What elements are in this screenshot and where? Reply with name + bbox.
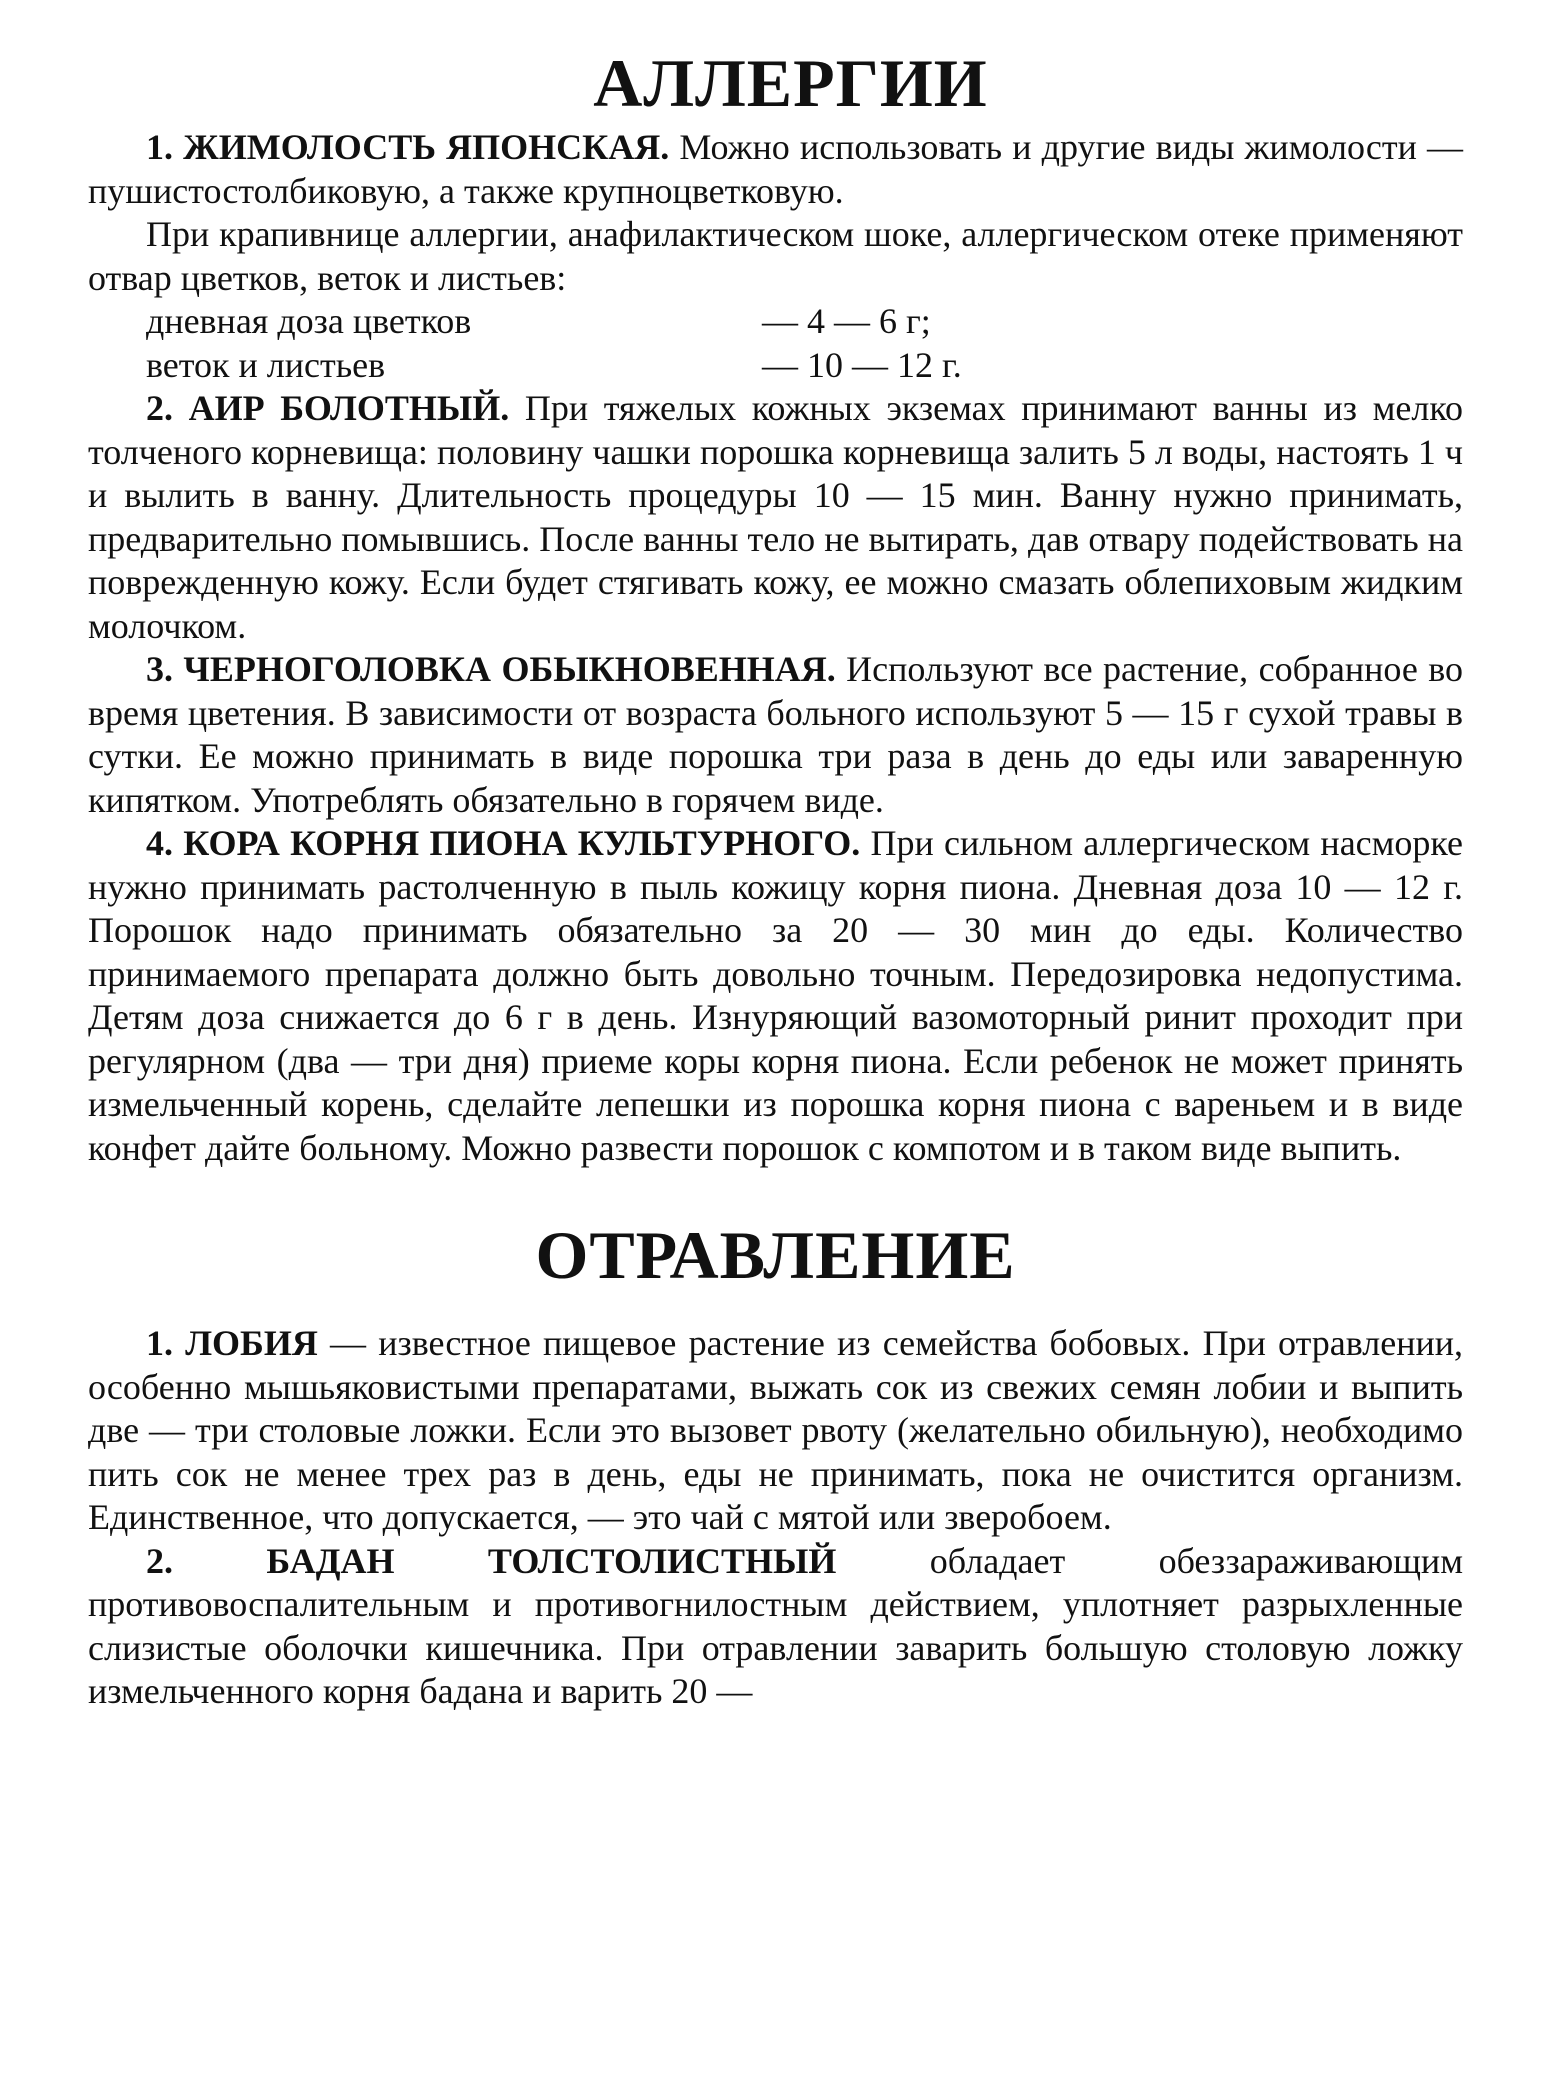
paragraph-peony xyxy=(88,822,1463,1170)
dose-table xyxy=(88,300,1463,387)
item-text: обладает обеззараживающим противовоспалительным и противогнилостным действием, уплотняет разрыхленные слизистые оболочки кишечника. При отравлении заварить большую столовую ложку измельченного корня бадана и варить 20 — xyxy=(88,1540,1463,1711)
paragraph-honeysuckle xyxy=(88,126,1463,213)
paragraph-selfheal xyxy=(88,648,1463,822)
heading-poisoning: ОТРАВЛЕНИЕ xyxy=(535,1217,1016,1293)
item-title: 1. ЖИМОЛОСТЬ ЯПОНСКАЯ. xyxy=(146,127,670,167)
item-title: 1. ЛОБИЯ xyxy=(146,1323,318,1363)
paragraph-calamus xyxy=(88,387,1463,648)
item-title: 2. АИР БОЛОТНЫЙ. xyxy=(146,388,510,428)
item-text: При тяжелых кожных экземах принимают ванны из мелко толченого корневища: половину чашки порошка корневища залить 5 л воды, настоять 1 ч и вылить в ванну. Длительность процедуры 10 — 15 мин. Ванну нужно принимать, предварительно помывшись. После ванны тело не вытирать, дав отвару подействовать на поврежденную кожу. Если будет стягивать кожу, ее можно смазать облепиховым жидким молочком. xyxy=(88,388,1463,646)
dose-label: дневная доза цветков xyxy=(146,301,472,341)
item-text: — известное пищевое растение из семейства бобовых. При отравлении, особенно мышьяковистыми препаратами, выжать сок из свежих семян лобии и выпить две — три столовые ложки. Если это вызовет рвоту (желательно обильную), необходимо пить сок не менее трех раз в день, еды не принимать, пока не очистится организм. Единственное, что допускается, — это чай с мятой или зверобоем. xyxy=(88,1323,1463,1537)
document-page xyxy=(88,40,1463,1714)
item-title: 4. КОРА КОРНЯ ПИОНА КУЛЬТУРНОГО. xyxy=(146,823,861,863)
item-text: Можно использовать и другие виды жимолости — пушистостолбиковую, а также крупноцветковую. xyxy=(88,127,1463,211)
item-text: Используют все растение, собранное во время цветения. В зависимости от возраста больного используют 5 — 15 г сухой травы в сутки. Ее можно принимать в виде порошка три раза в день до еды или заваренную кипятком. Употреблять обязательно в горячем виде. xyxy=(88,649,1463,820)
item-title: 3. ЧЕРНОГОЛОВКА ОБЫКНОВЕННАЯ. xyxy=(146,649,836,689)
dose-row xyxy=(146,300,1463,344)
item-text: При крапивнице аллергии, анафилактическом шоке, аллергическом отеке применяют отвар цветков, веток и листьев: xyxy=(88,214,1463,298)
heading-allergy: АЛЛЕРГИИ xyxy=(593,45,988,121)
paragraph-lobia xyxy=(88,1322,1463,1540)
paragraph-badan xyxy=(88,1540,1463,1714)
dose-row xyxy=(146,344,1463,388)
dose-value: — 4 — 6 г; xyxy=(762,301,931,341)
dose-value: — 10 — 12 г. xyxy=(762,344,962,385)
paragraph-decoction-intro xyxy=(88,213,1463,300)
item-text: При сильном аллергическом насморке нужно принимать растолченную в пыль кожицу корня пиона. Дневная доза 10 — 12 г. Порошок надо принимать обязательно за 20 — 30 мин до еды. Количество принимаемого препарата должно быть довольно точным. Передозировка недопустима. Детям доза снижается до 6 г в день. Изнуряющий вазомоторный ринит проходит при регулярном (два — три дня) приеме коры корня пиона. Если ребенок не может принять измельченный корень, сделайте лепешки из порошка корня пиона с вареньем и в виде конфет дайте больному. Можно развести порошок с компотом и в таком виде выпить. xyxy=(88,823,1463,1168)
item-title: 2. БАДАН ТОЛСТОЛИСТНЫЙ xyxy=(146,1540,837,1581)
dose-label: веток и листьев xyxy=(146,344,386,385)
